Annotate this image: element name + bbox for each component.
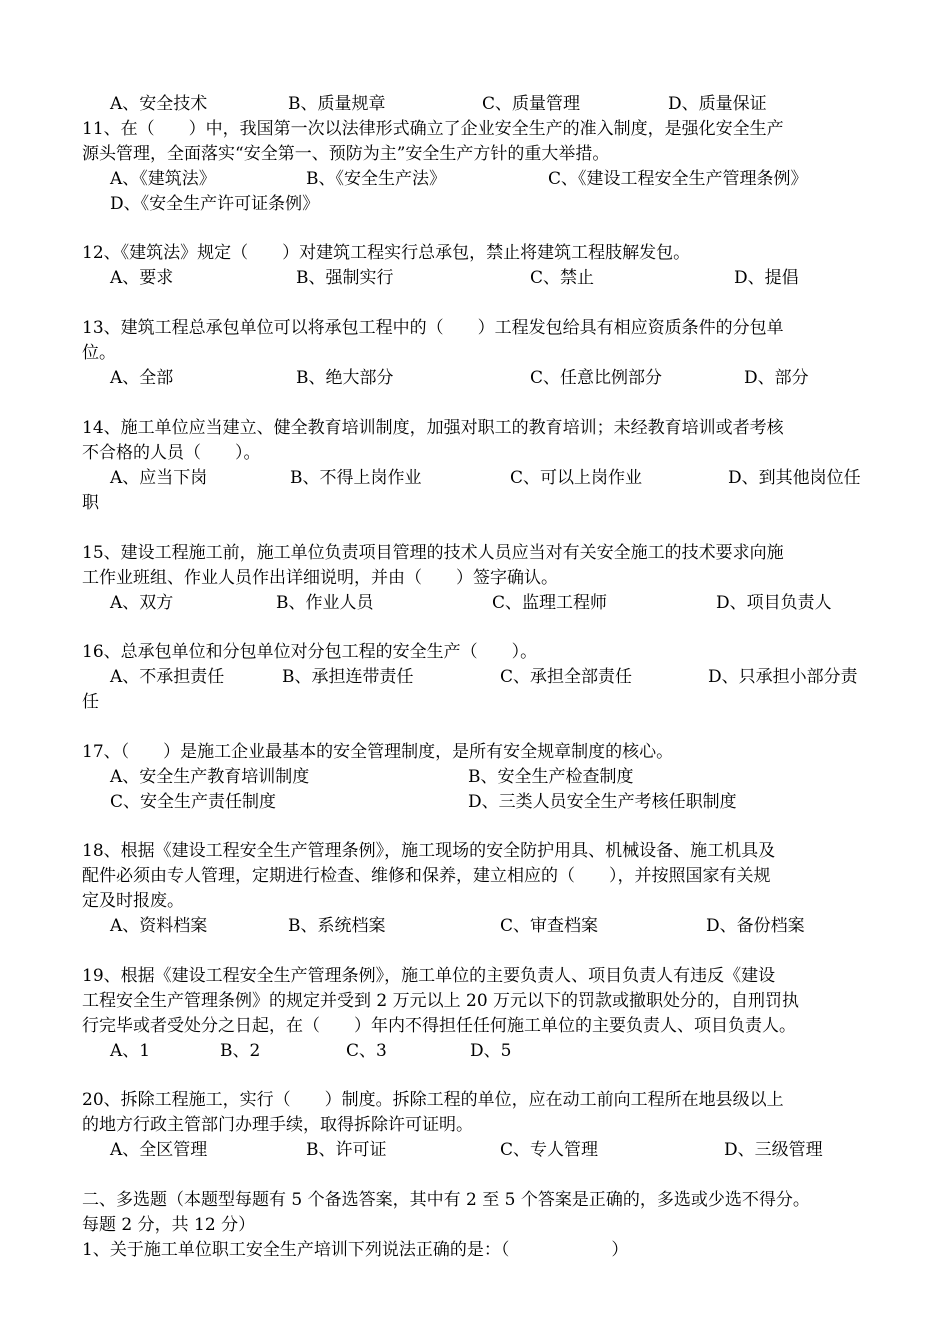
q15-stem-line1: 15、建设工程施工前，施工单位负责项目管理的技术人员应当对有关安全施工的技术要求向施 [82, 543, 784, 563]
q13-option-b: B、绝大部分 [296, 368, 394, 388]
q18-option-b: B、系统档案 [288, 916, 386, 936]
q20-option-d: D、三级管理 [724, 1140, 823, 1160]
q14-option-d-wrap: 职 [82, 493, 99, 513]
q10-option-c: C、质量管理 [482, 94, 581, 114]
q11-option-c: C、《建设工程安全生产管理条例》 [548, 169, 808, 189]
q18-stem-line1: 18、根据《建设工程安全生产管理条例》，施工现场的安全防护用具、机械设备、施工机具及 [82, 841, 776, 861]
m1-stem-line1: 1、关于施工单位职工安全生产培训下列说法正确的是：（ ） [82, 1240, 629, 1260]
q19-option-b: B、2 [220, 1041, 261, 1061]
q18-option-a: A、资料档案 [110, 916, 208, 936]
q16-option-d: D、只承担小部分责 [708, 667, 858, 687]
q12-option-c: C、禁止 [530, 268, 595, 288]
q12-option-a: A、要求 [110, 268, 174, 288]
q16-option-a: A、不承担责任 [110, 667, 225, 687]
q18-option-d: D、备份档案 [706, 916, 805, 936]
q17-option-b: B、安全生产检查制度 [468, 767, 634, 787]
q18-option-c: C、审查档案 [500, 916, 599, 936]
q20-stem-line1: 20、拆除工程施工，实行（ ）制度。拆除工程的单位，应在动工前向工程所在地县级以上 [82, 1090, 784, 1110]
section2-heading-line2: 每题 2 分，共 12 分） [82, 1215, 256, 1235]
q11-option-a: A、《建筑法》 [110, 169, 216, 189]
q12-option-b: B、强制实行 [296, 268, 394, 288]
q10-option-d: D、质量保证 [668, 94, 767, 114]
q10-option-b: B、质量规章 [288, 94, 386, 114]
q11-stem-line1: 11、在（ ）中，我国第一次以法律形式确立了企业安全生产的准入制度，是强化安全生产 [82, 119, 784, 139]
q10-option-a: A、安全技术 [110, 94, 208, 114]
q13-option-d: D、部分 [744, 368, 809, 388]
q19-option-a: A、1 [110, 1041, 151, 1061]
q19-stem-line3: 行完毕或者受处分之日起，在（ ）年内不得担任任何施工单位的主要负责人、项目负责人。 [82, 1016, 796, 1036]
q20-stem-line2: 的地方行政主管部门办理手续，取得拆除许可证明。 [82, 1115, 473, 1135]
q14-stem-line2: 不合格的人员（ ）。 [82, 443, 261, 463]
q14-option-d: D、到其他岗位任 [728, 468, 861, 488]
q15-option-c: C、监理工程师 [492, 593, 608, 613]
q11-option-b: B、《安全生产法》 [306, 169, 446, 189]
q16-option-d-wrap: 任 [82, 692, 99, 712]
q14-option-b: B、不得上岗作业 [290, 468, 422, 488]
q17-option-c: C、安全生产责任制度 [110, 792, 277, 812]
q18-stem-line2: 配件必须由专人管理，定期进行检查、维修和保养，建立相应的（ ），并按照国家有关规 [82, 866, 771, 886]
q14-option-a: A、应当下岗 [110, 468, 208, 488]
section2-heading-line1: 二、多选题（本题型每题有 5 个备选答案，其中有 2 至 5 个答案是正确的，多选或少选不得分。 [82, 1190, 810, 1210]
q14-option-c: C、可以上岗作业 [510, 468, 643, 488]
q12-stem-line1: 12、《建筑法》规定（ ）对建筑工程实行总承包，禁止将建筑工程肢解发包。 [82, 243, 691, 263]
q14-stem-line1: 14、施工单位应当建立、健全教育培训制度，加强对职工的教育培训；未经教育培训或者考核 [82, 418, 784, 438]
q15-stem-line2: 工作业班组、作业人员作出详细说明，并由（ ）签字确认。 [82, 568, 558, 588]
q19-stem-line1: 19、根据《建设工程安全生产管理条例》，施工单位的主要负责人、项目负责人有违反《建设 [82, 966, 776, 986]
q13-stem-line1: 13、建筑工程总承包单位可以将承包工程中的（ ）工程发包给具有相应资质条件的分包单 [82, 318, 784, 338]
q16-option-c: C、承担全部责任 [500, 667, 633, 687]
q20-option-c: C、专人管理 [500, 1140, 599, 1160]
q19-option-c: C、3 [346, 1041, 387, 1061]
q15-option-a: A、双方 [110, 593, 174, 613]
q11-option-d: D、《安全生产许可证条例》 [110, 194, 320, 214]
q20-option-a: A、全区管理 [110, 1140, 208, 1160]
q19-option-d: D、5 [470, 1041, 512, 1061]
q13-option-c: C、任意比例部分 [530, 368, 663, 388]
q15-option-d: D、项目负责人 [716, 593, 832, 613]
q15-option-b: B、作业人员 [276, 593, 374, 613]
q17-option-d: D、三类人员安全生产考核任职制度 [468, 792, 737, 812]
q12-option-d: D、提倡 [734, 268, 799, 288]
q11-stem-line2: 源头管理，全面落实“安全第一、预防为主”安全生产方针的重大举措。 [82, 144, 610, 164]
q18-stem-line3: 定及时报废。 [82, 891, 184, 911]
q13-option-a: A、全部 [110, 368, 174, 388]
q17-stem-line1: 17、（ ）是施工企业最基本的安全管理制度，是所有安全规章制度的核心。 [82, 742, 674, 762]
q13-stem-line2: 位。 [82, 343, 116, 363]
q20-option-b: B、许可证 [306, 1140, 387, 1160]
q19-stem-line2: 工程安全生产管理条例》的规定并受到 2 万元以上 20 万元以下的罚款或撤职处分的，自刑罚执 [82, 991, 800, 1011]
q16-option-b: B、承担连带责任 [282, 667, 414, 687]
q16-stem-line1: 16、总承包单位和分包单位对分包工程的安全生产（ ）。 [82, 642, 538, 662]
q17-option-a: A、安全生产教育培训制度 [110, 767, 310, 787]
